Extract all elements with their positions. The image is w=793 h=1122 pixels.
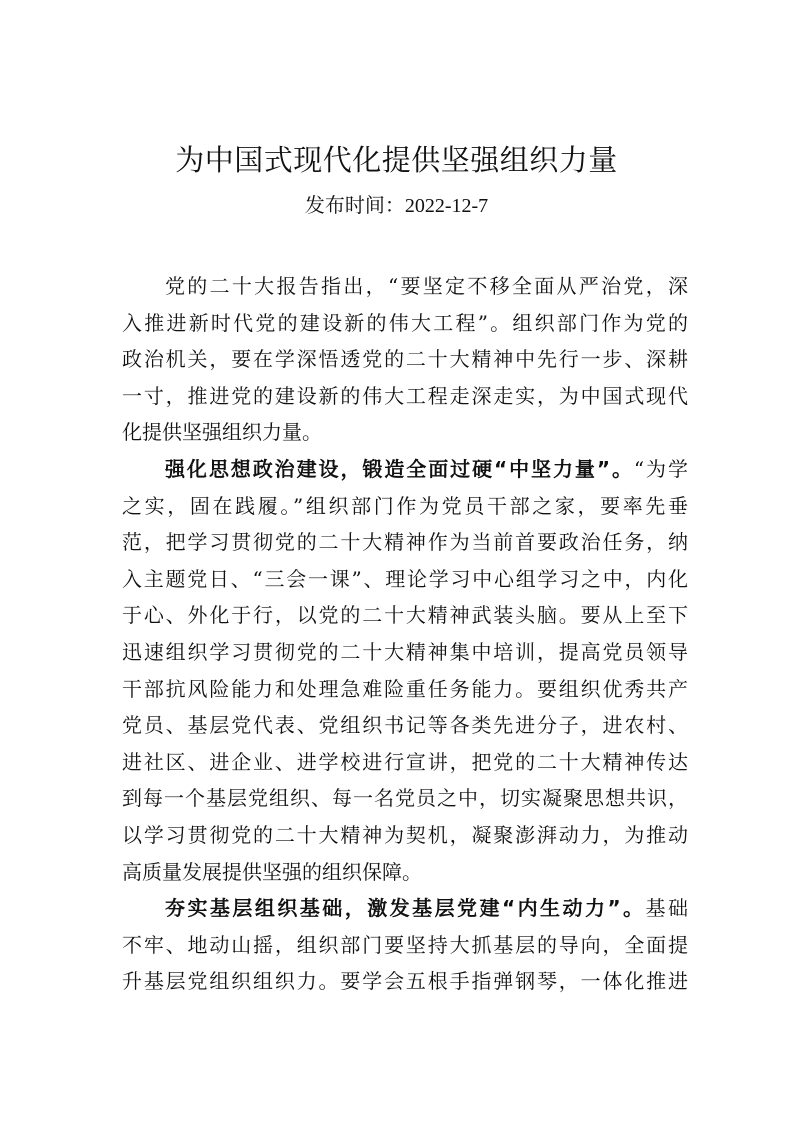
line-text: 之实，固在践履。”组织部门作为党员干部之家，要率先垂: [122, 493, 688, 518]
line-text: 干部抗风险能力和处理急难险重任务能力。要组织优秀共产: [122, 676, 688, 701]
text-line: [122, 744, 688, 781]
line-text: 化提供坚强组织力量。: [122, 420, 322, 445]
text-line: [122, 927, 688, 964]
line-text: 党员、基层党代表、党组织书记等各类先进分子，进农村、: [122, 713, 688, 738]
publish-date: 发布时间：2022-12-7: [304, 195, 489, 217]
bold-lead-sentence: 强化思想政治建设，锻造全面过硬“中坚力量”。: [165, 456, 634, 481]
line-text: 于心、外化于行，以党的二十大精神武装头脑。要从上至下: [122, 603, 688, 628]
line-text: 进社区、进企业、进学校进行宣讲，把党的二十大精神传达: [122, 749, 688, 774]
text-line: [122, 707, 688, 744]
line-text: 党的二十大报告指出，“要坚定不移全面从严治党，深: [165, 274, 688, 298]
line-text: “为学: [633, 456, 688, 481]
text-line: [122, 634, 688, 671]
text-line: [122, 780, 688, 817]
text-line: [122, 890, 688, 927]
line-text: 范，把学习贯彻党的二十大精神作为当前首要政治任务，纳: [122, 530, 688, 555]
line-text: 政治机关，要在学深悟透党的二十大精神中先行一步、深耕: [122, 347, 688, 372]
text-line: [122, 524, 688, 561]
text-line: [122, 341, 688, 378]
line-text: 一寸，推进党的建设新的伟大工程走深走实，为中国式现代: [122, 383, 688, 408]
line-text: 入推进新时代党的建设新的伟大工程”。组织部门作为党的: [122, 310, 688, 335]
text-line: [122, 305, 688, 342]
text-line: [122, 817, 688, 854]
line-text: 入主题党日、“三会一课”、理论学习中心组学习之中，内化: [122, 566, 688, 591]
text-line: [122, 597, 688, 634]
line-text: 以学习贯彻党的二十大精神为契机，凝聚澎湃动力，为推动: [122, 822, 688, 847]
line-text: 不牢、地动山摇，组织部门要坚持大抓基层的导向，全面提: [122, 932, 688, 957]
text-line: [122, 671, 688, 708]
document-body: [122, 268, 688, 1000]
line-text: 高质量发展提供坚强的组织保障。: [122, 859, 422, 884]
line-text: 升基层党组织组织力。要学会五根手指弹钢琴，一体化推进: [122, 969, 688, 994]
paragraph: [122, 268, 688, 451]
text-line: [122, 268, 688, 305]
paragraph: [122, 890, 688, 1000]
text-line: [122, 561, 688, 598]
text-line: [122, 378, 688, 415]
line-text: 基础: [645, 896, 688, 921]
bold-lead-sentence: 夯实基层组织基础，激发基层党建“内生动力”。: [165, 896, 646, 921]
line-text: 迅速组织学习贯彻党的二十大精神集中培训，提高党员领导: [122, 639, 688, 664]
paragraph: [122, 451, 688, 890]
text-line: [122, 451, 688, 488]
document-title: 为中国式现代化提供坚强组织力量: [175, 143, 618, 177]
line-text: 到每一个基层党组织、每一名党员之中，切实凝聚思想共识，: [122, 786, 688, 811]
text-line: [122, 488, 688, 525]
text-line: [122, 854, 688, 891]
text-line: [122, 414, 688, 451]
text-line: [122, 963, 688, 1000]
